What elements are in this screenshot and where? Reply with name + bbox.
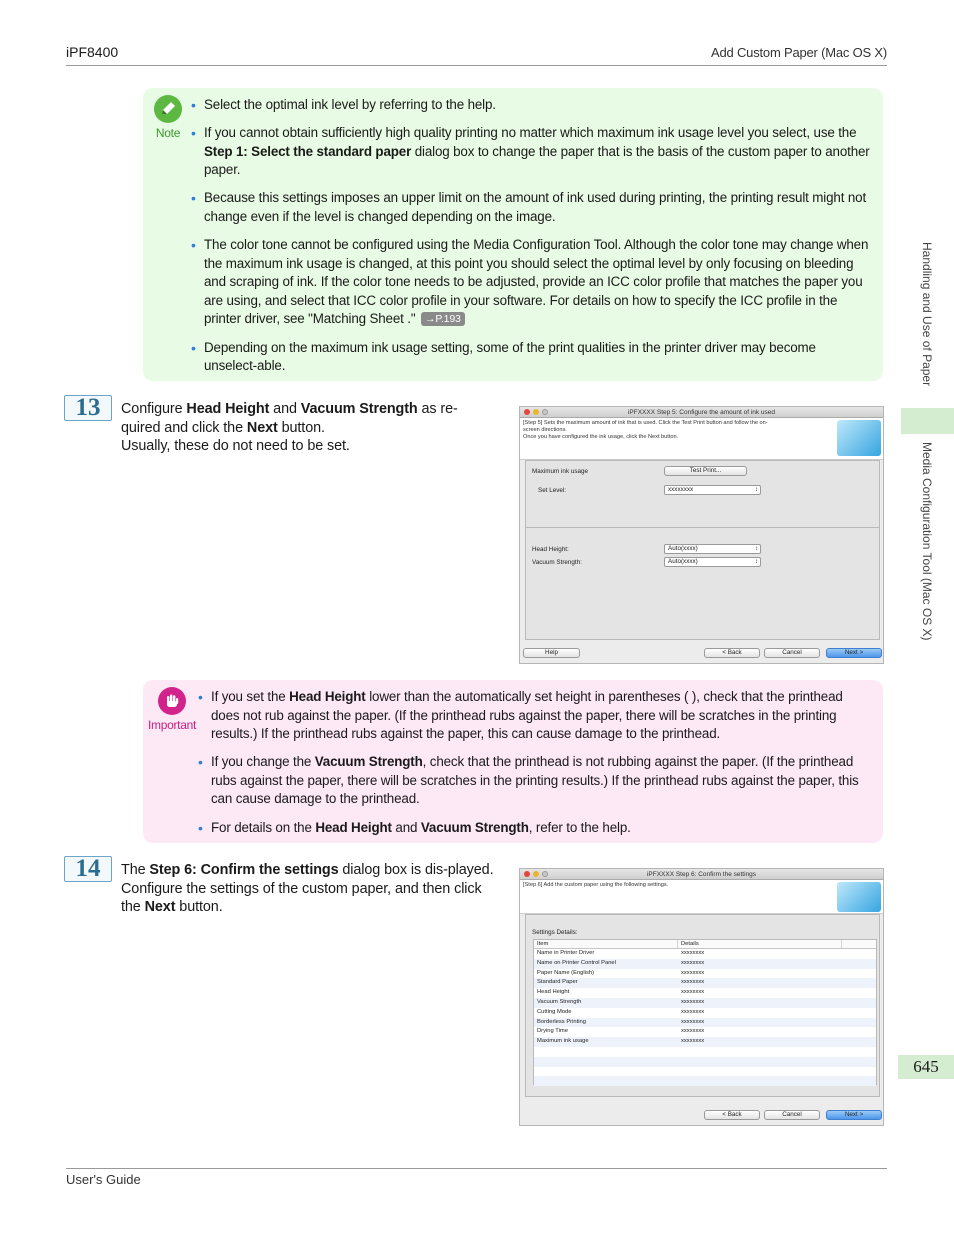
guide-name: User's Guide <box>66 1172 141 1187</box>
important-icon-group <box>149 687 195 732</box>
cell-details: xxxxxxxx <box>681 989 705 996</box>
zoom-icon[interactable] <box>542 409 548 415</box>
cell-details: xxxxxxxx <box>681 1038 705 1045</box>
cell-details: xxxxxxxx <box>681 950 705 956</box>
help-button[interactable]: Help <box>523 648 580 658</box>
table-row[interactable] <box>534 949 876 959</box>
vacuum-strength-label: Vacuum Strength: <box>532 559 582 566</box>
table-row[interactable] <box>534 959 876 969</box>
cell-item <box>534 1057 678 1067</box>
table-row[interactable] <box>534 1057 876 1067</box>
note-bullet: • The color tone cannot be configured using the Media Configuration Tool. Although the color tone may change when the maximum ink usage is changed, at this point you should select the optimal level by only focusing on bleeding and scraping of ink. If the color tone needs to be adjusted, provide an ICC color profile that matches the paper you are using, and select that ICC color profile in your software. For details on how to specify the ICC profile in the printer driver, see "Matching Sheet ." →P.193 <box>191 237 869 327</box>
cell-details: xxxxxxxx <box>681 959 705 966</box>
pencil-icon <box>154 95 182 123</box>
bullet-dot-icon: • <box>191 190 196 207</box>
product-name: iPF8400 <box>66 44 119 60</box>
note-bullet-list <box>191 96 871 385</box>
cell-details: xxxxxxxx <box>681 1028 705 1035</box>
table-row[interactable] <box>534 1067 876 1077</box>
note-bullet: • Because this settings imposes an upper limit on the amount of ink used during printing, the printing result might not change even if the level is changed depending on the image. <box>191 190 867 224</box>
step5-dialog-screenshot <box>519 406 884 664</box>
settings-details-panel <box>525 914 880 1097</box>
table-row[interactable] <box>534 1008 876 1018</box>
cell-item: Borderless Printing <box>537 1018 586 1025</box>
important-bullet-list <box>198 688 874 847</box>
page-number: 645 <box>898 1055 954 1079</box>
ink-tanks-icon <box>837 420 881 456</box>
column-header-item[interactable]: Item <box>534 940 678 948</box>
window-controls <box>524 871 548 877</box>
step6-dialog-screenshot <box>519 868 884 1126</box>
dialog-titlebar <box>520 407 883 418</box>
cell-item: Maximum ink usage <box>537 1038 589 1045</box>
cell-item <box>534 1047 678 1057</box>
stop-hand-icon <box>158 687 186 715</box>
bullet-dot-icon: • <box>198 819 203 836</box>
important-bullet: • For details on the Head Height and Vacuum Strength, refer to the help. <box>198 819 631 836</box>
close-icon[interactable] <box>524 871 530 877</box>
step-14-text: The Step 6: Confirm the settings dialog box is dis-played. Configure the settings of the custom paper, and then click the Next button. <box>121 862 494 916</box>
bullet-dot-icon: • <box>191 125 196 142</box>
settings-details-label: Settings Details: <box>532 929 578 936</box>
settings-panel <box>525 460 880 640</box>
cell-details <box>678 1067 842 1077</box>
header-divider <box>66 65 887 66</box>
table-body <box>534 949 876 1086</box>
cell-details: xxxxxxxx <box>681 1018 705 1025</box>
back-button[interactable]: < Back <box>704 1110 760 1120</box>
page-reference-link[interactable]: →P.193 <box>421 312 465 326</box>
side-tab-handling-paper[interactable]: Handling and Use of Paper <box>920 242 934 387</box>
next-button[interactable]: Next > <box>826 1110 882 1120</box>
head-height-select[interactable]: Auto(xxxx) ↕ <box>664 544 761 554</box>
cell-item: Name on Printer Control Panel <box>537 959 616 966</box>
panel-divider <box>526 527 879 528</box>
cell-details: xxxxxxxx <box>681 979 705 986</box>
bullet-dot-icon: • <box>191 237 196 254</box>
important-label: Important <box>148 718 196 732</box>
cell-item: Name in Printer Driver <box>537 950 595 956</box>
max-ink-label: Maximum ink usage <box>532 468 588 475</box>
cell-details: xxxxxxxx <box>681 1008 705 1015</box>
bullet-dot-icon: • <box>191 97 196 113</box>
important-bullet: • If you set the Head Height lower than the automatically set height in parentheses ( ), check that the printhead does not rub against the paper. (If the printhead rubs against the paper, there will be scratches in the printing results.) If the printhead rubs against the paper, this can cause damage to the printhead. <box>198 689 843 742</box>
cell-item: Standard Paper <box>537 979 578 986</box>
bullet-dot-icon: • <box>191 339 196 356</box>
table-row[interactable] <box>534 1018 876 1028</box>
window-controls <box>524 409 548 415</box>
cell-details <box>678 1076 842 1086</box>
settings-table[interactable] <box>533 939 877 1085</box>
minimize-icon[interactable] <box>533 871 539 877</box>
note-bullet: • Select the optimal ink level by referring to the help. <box>191 97 496 113</box>
section-title: Add Custom Paper (Mac OS X) <box>711 45 887 60</box>
next-button[interactable]: Next > <box>826 648 882 658</box>
note-label: Note <box>155 126 181 140</box>
cell-item: Paper Name (English) <box>537 969 595 976</box>
table-row[interactable] <box>534 1076 876 1086</box>
cell-details <box>678 1047 842 1057</box>
vacuum-strength-select[interactable]: Auto(xxxx) ↕ <box>664 557 761 567</box>
side-tab-media-config[interactable]: Media Configuration Tool (Mac OS X) <box>920 442 934 641</box>
cancel-button[interactable]: Cancel <box>764 1110 820 1120</box>
table-row[interactable] <box>534 998 876 1008</box>
dialog-titlebar <box>520 869 883 880</box>
bullet-dot-icon: • <box>198 754 203 771</box>
table-row[interactable] <box>534 1037 876 1047</box>
cell-item: Cutting Mode <box>537 1008 572 1015</box>
head-height-label: Head Height: <box>532 546 569 553</box>
cell-item: Drying Time <box>537 1028 568 1035</box>
note-icon-group <box>151 95 185 140</box>
dialog-title: iPFXXXX Step 6: Confirm the settings <box>646 871 757 878</box>
column-header-details[interactable]: Details <box>678 940 842 948</box>
footer-divider <box>66 1168 887 1169</box>
note-bullet: • If you cannot obtain sufficiently high quality printing no matter which maximum ink usage level you select, use the Step 1: Select the standard paper dialog box to change the paper that is the basis of the custom paper to another paper. <box>191 125 870 178</box>
back-button[interactable]: < Back <box>704 648 760 658</box>
cell-details: xxxxxxxx <box>681 969 705 976</box>
step-13-text: Configure Head Height and Vacuum Strength as re-quired and click the Next button. Usually, these do not need to be set. <box>121 401 458 455</box>
bullet-dot-icon: • <box>198 689 203 705</box>
test-print-button[interactable]: Test Print... <box>664 466 747 476</box>
ink-tanks-icon <box>837 882 881 912</box>
table-row[interactable] <box>534 988 876 998</box>
dialog-title: iPFXXXX Step 5: Configure the amount of ink used <box>627 409 776 416</box>
table-row[interactable] <box>534 969 876 979</box>
step-14-number: 14 <box>64 856 112 882</box>
step-13-number: 13 <box>64 395 112 421</box>
side-tab-active-marker <box>901 408 954 434</box>
cancel-button[interactable]: Cancel <box>764 648 820 658</box>
important-bullet: • If you change the Vacuum Strength, check that the printhead is not rubbing against the paper. (If the printhead rubs against the paper, there will be scratches in the printing results.) If the printhead rubs against the paper, this can cause damage to the printhead. <box>198 754 859 807</box>
dialog-description: [Step 6] Add the custom paper using the following settings. <box>520 880 883 914</box>
cell-item: Vacuum Strength <box>537 998 582 1005</box>
note-bullet: • Depending on the maximum ink usage setting, some of the print qualities in the printer driver may become unselect-able. <box>191 339 816 374</box>
table-header <box>534 940 876 949</box>
cell-details <box>678 1057 842 1067</box>
zoom-icon[interactable] <box>542 871 548 877</box>
table-row[interactable] <box>534 1047 876 1057</box>
cell-item: Head Height <box>537 989 570 996</box>
dialog-description: [Step 5] Sets the maximum amount of ink that is used. Click the Test Print button and follow the on- screen directions. Once you have configured the ink usage, click the Next button. <box>520 418 883 460</box>
cell-item <box>534 1076 678 1086</box>
minimize-icon[interactable] <box>533 409 539 415</box>
cell-item <box>534 1067 678 1077</box>
table-row[interactable] <box>534 978 876 988</box>
cell-details: xxxxxxxx <box>681 998 705 1005</box>
set-level-select[interactable]: xxxxxxxx ↕ <box>664 485 761 495</box>
table-row[interactable] <box>534 1027 876 1037</box>
close-icon[interactable] <box>524 409 530 415</box>
set-level-label: Set Level: <box>538 487 567 494</box>
